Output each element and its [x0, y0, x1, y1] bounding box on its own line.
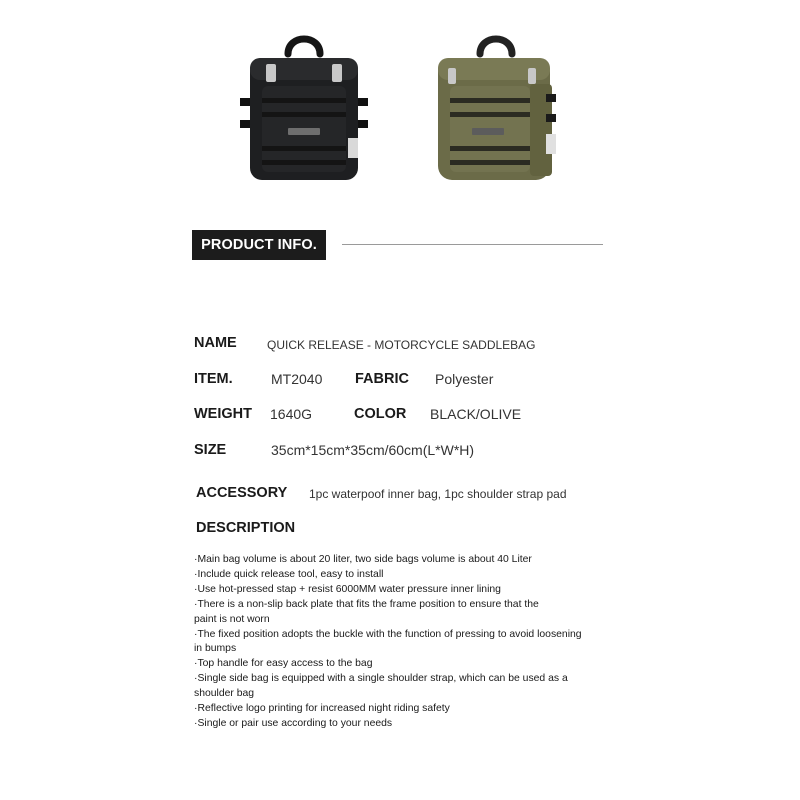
olive-saddlebag-image: [428, 28, 564, 184]
description-line: ·Main bag volume is about 20 liter, two side bags volume is about 40 Liter: [194, 554, 532, 565]
description-title: DESCRIPTION: [196, 520, 296, 536]
description-line: ·Single side bag is equipped with a single shoulder strap, which can be used as a: [194, 673, 568, 685]
description-line: ·Top handle for easy access to the bag: [194, 658, 373, 670]
description-line: ·Include quick release tool, easy to install: [194, 568, 384, 580]
name-label: NAME: [194, 335, 237, 351]
weight-value: 1640G: [270, 406, 313, 422]
banner-divider: [342, 244, 603, 245]
color-label: COLOR: [354, 406, 407, 422]
weight-label: WEIGHT: [194, 406, 252, 422]
description-line: ·Single or pair use according to your needs: [194, 717, 393, 729]
accessory-label: ACCESSORY: [196, 485, 288, 501]
description-line: ·The fixed position adopts the buckle with the function of pressing to avoid loosening: [194, 628, 582, 640]
description-line: ·Use hot-pressed stap + resist 6000MM water pressure inner lining: [194, 583, 501, 595]
color-value: BLACK/OLIVE: [430, 406, 522, 422]
fabric-value: Polyester: [435, 371, 494, 387]
black-saddlebag-image: [236, 28, 372, 184]
description-line: in bumps: [194, 643, 237, 655]
size-label: SIZE: [194, 442, 227, 458]
accessory-value: 1pc waterpoof inner bag, 1pc shoulder strap pad: [309, 487, 567, 501]
item-value: MT2040: [271, 371, 323, 387]
description-line: shoulder bag: [194, 688, 255, 700]
fabric-label: FABRIC: [355, 371, 409, 387]
name-value: QUICK RELEASE - MOTORCYCLE SADDLEBAG: [267, 338, 536, 352]
description-line: paint is not worn: [194, 613, 270, 625]
description-line: ·There is a non-slip back plate that fits the frame position to ensure that the: [194, 598, 539, 610]
item-label: ITEM.: [194, 371, 233, 387]
product-info-banner: PRODUCT INFO.: [192, 230, 326, 260]
description-line: ·Reflective logo printing for increased night riding safety: [194, 703, 450, 715]
description-list: [194, 553, 624, 732]
size-value: 35cm*15cm*35cm/60cm(L*W*H): [271, 442, 475, 458]
product-photos: [0, 0, 800, 200]
